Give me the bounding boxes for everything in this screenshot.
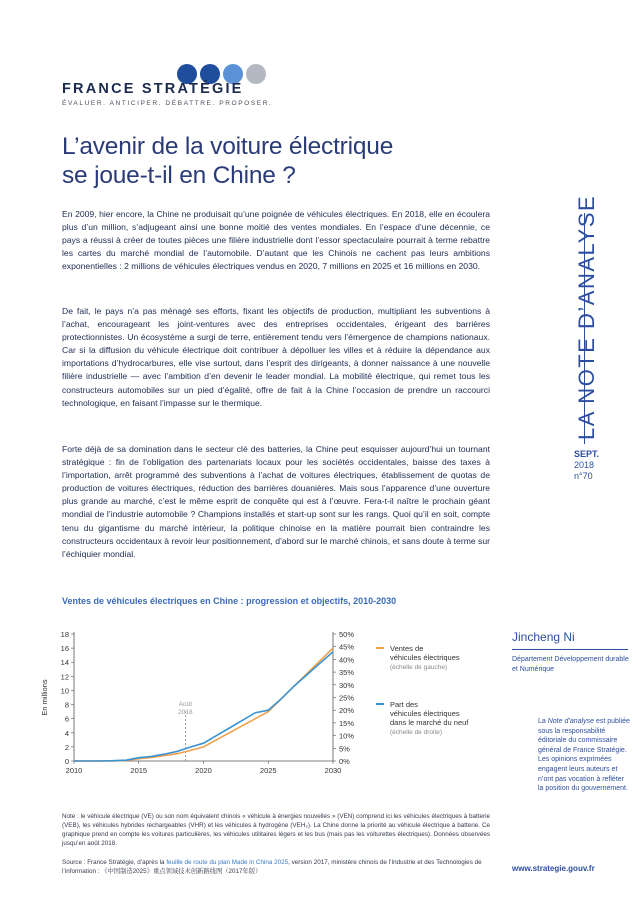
legend-sublabel-1: (échelle de gauche) [390, 664, 448, 671]
annotation-year: 2018 [178, 709, 193, 716]
x-tick-label: 2020 [195, 766, 212, 775]
org-name: FRANCE STRATÉGIE [62, 81, 244, 97]
legend-label-1: véhicules électriques [390, 653, 460, 662]
website-link[interactable]: www.strategie.gouv.fr [512, 864, 595, 873]
y-right-tick-label: 15% [339, 718, 355, 728]
y-left-tick-label: 8 [64, 700, 69, 710]
x-tick-label: 2025 [259, 766, 277, 775]
y-left-tick-label: 2 [64, 742, 69, 752]
logo-dot-4 [246, 64, 266, 84]
y-right-tick-label: 10% [339, 731, 355, 741]
series-line-2 [74, 652, 333, 761]
pub-italic: Note d’analyse [547, 718, 595, 725]
y-left-tick-label: 0 [64, 757, 69, 766]
pub-prefix: La [538, 718, 548, 725]
chart-title: Ventes de véhicules électriques en Chine : progression et objectifs, 2010-2030 [62, 596, 397, 606]
series-label: LA NOTE D’ANALYSE [574, 194, 599, 440]
author-department: Département Développement durable et Numérique [512, 656, 629, 673]
author-divider [512, 649, 628, 650]
paragraph-3: Forte déjà de sa domination dans le secteur clé des batteries, la Chine peut esquisser aujourd’hui un tournant stratégique : fin de l’obligation des partenariats locaux pour les sociétés occidentales, baisse des taxes à l’importation, arrêt programmé des subventions à l’achat de voitures électriques, établissement de quotas de production de voitures électriques, réduction des barrières douanières. Mais sous l’apparence d’une ouverture plus grande au marché, c’est le même esprit de conquête qui est à l’œuvre. Fera-t-il naître le prochain géant mondial de l’industrie automobile ? Champions installés et start-up sont sur les rangs. Quoi qu’il en soit, compte tenu du gigantisme du marché intérieur, la politique chinoise en la matière pourrait bien contraindre les constructeurs occidentaux à revoir leur positionnement, d’abord sur le marché chinois, et sans doute à terme sur l’échiquier mondial. [62, 444, 490, 559]
y-left-tick-label: 14 [60, 658, 69, 668]
y-left-tick-label: 18 [60, 630, 69, 639]
y-right-tick-label: 0% [339, 757, 350, 766]
y-right-tick-label: 45% [339, 642, 355, 652]
y-left-tick-label: 16 [60, 644, 69, 654]
y-left-tick-label: 10 [60, 686, 69, 696]
x-tick-label: 2010 [65, 766, 83, 775]
legend-label-2: dans le marché du neuf [390, 718, 469, 727]
y-left-tick-label: 12 [60, 672, 69, 682]
y-right-tick-label: 50% [339, 630, 355, 639]
y-axis-title: En millions [40, 679, 49, 716]
title-line-1: L’avenir de la voiture électrique [62, 133, 394, 160]
pub-rest: est publiée sous la responsabilité éditoriale du commissaire général de France Stratégie. Les opinions exprimées engagent leurs auteurs et n’ont pas vocation à refléter la position du gouvernement. [538, 718, 630, 793]
title-line-2: se joue-t-il en Chine ? [62, 162, 296, 189]
y-right-tick-label: 35% [339, 668, 355, 678]
y-right-tick-label: 5% [339, 744, 350, 754]
x-tick-label: 2015 [130, 766, 148, 775]
y-right-tick-label: 20% [339, 706, 355, 716]
y-right-tick-label: 30% [339, 680, 355, 690]
legend-label-2: véhicules électriques [390, 709, 460, 718]
sales-chart [30, 622, 500, 808]
y-left-tick-label: 4 [64, 728, 69, 738]
org-tagline: ÉVALUER. ANTICIPER. DÉBATTRE. PROPOSER. [62, 100, 273, 107]
issue-month: SEPT. [574, 449, 600, 459]
legend-label-1: Ventes de [390, 644, 424, 653]
chart-note: Note : le véhicule électrique (VE) ou son nom équivalent chinois « véhicule à énergies nouvelles » (VEN) comprend ici les véhicules électriques à batterie (VEB), les véhicules hybrides rechargeables (VHR) et les véhicules à hydrogène (VEH₂). La Chine donne la priorité au véhicule électrique à batterie. Ce graphique prend en compte les voitures particulières, les véhicules utilitaires légers et les bus (mais pas les voiturettes électriques). Données observées jusqu’en août 2018. [62, 813, 490, 847]
issue-number: n°70 [574, 471, 593, 481]
issue-date [574, 449, 599, 482]
source-suffix: , version 2017, ministère chinois de l’Industrie et des Technologies de l’information : 《中国制造2025》重点领域技术创新路线图（2017年版） [62, 859, 482, 875]
paragraph-2: De fait, le pays n’a pas ménagé ses efforts, fixant les objectifs de production, multipliant les subventions à l’achat, encourageant les joint-ventures avec des entreprises occidentales, érigeant des barrières protectionnistes. Un écosystème a surgi de terre, entièrement tendu vers l’émergence de champions nationaux. Car si la diffusion du véhicule électrique doit contribuer à dépolluer les villes et à réduire la dépendance aux importations d’hydrocarbures, elle vise surtout, dans l’esprit des dirigeants, à donner naissance à une nouvelle filière industrielle — avec l’ambition d’en devenir le leader mondial. La mobilité électrique, qui remet tous les constructeurs automobiles sur un pied d’égalité, offre de fait à la Chine l’occasion de prendre un raccourci technologique, en faisant l’impasse sur le thermique. [62, 306, 490, 408]
x-tick-label: 2030 [324, 766, 342, 775]
y-right-tick-label: 40% [339, 655, 355, 665]
annotation-month: Août [178, 701, 193, 708]
paragraph-1: En 2009, hier encore, la Chine ne produisait qu’une poignée de véhicules électriques. En 2018, elle en écoulera plus d’un million, s’adjugeant ainsi une bonne moitié des ventes mondiales. En l’espace d’une décennie, ce pays a réussi à créer de toutes pièces une filière industrielle dont l’essor spectaculaire pourrait à terme rebattre les cartes du marché mondial de l’automobile. D’autant que les Chinois ne cachent pas leurs ambitions exponentielles : 2 millions de véhicules électriques vendus en 2020, 7 millions en 2025 et 16 millions en 2030. [62, 209, 490, 272]
y-right-tick-label: 25% [339, 693, 355, 703]
source-prefix: Source : France Stratégie, d’après la [62, 859, 167, 866]
chart-source [62, 858, 502, 876]
publication-note [538, 717, 630, 794]
issue-year: 2018 [574, 460, 595, 470]
y-left-tick-label: 6 [64, 714, 69, 724]
legend-label-2: Part des [390, 700, 418, 709]
legend-sublabel-2: (échelle de droite) [390, 729, 443, 736]
source-link[interactable]: feuille de route du plan Made in China 2025 [166, 859, 289, 866]
author-name: Jincheng Ni [512, 630, 575, 644]
article-title [62, 132, 482, 190]
